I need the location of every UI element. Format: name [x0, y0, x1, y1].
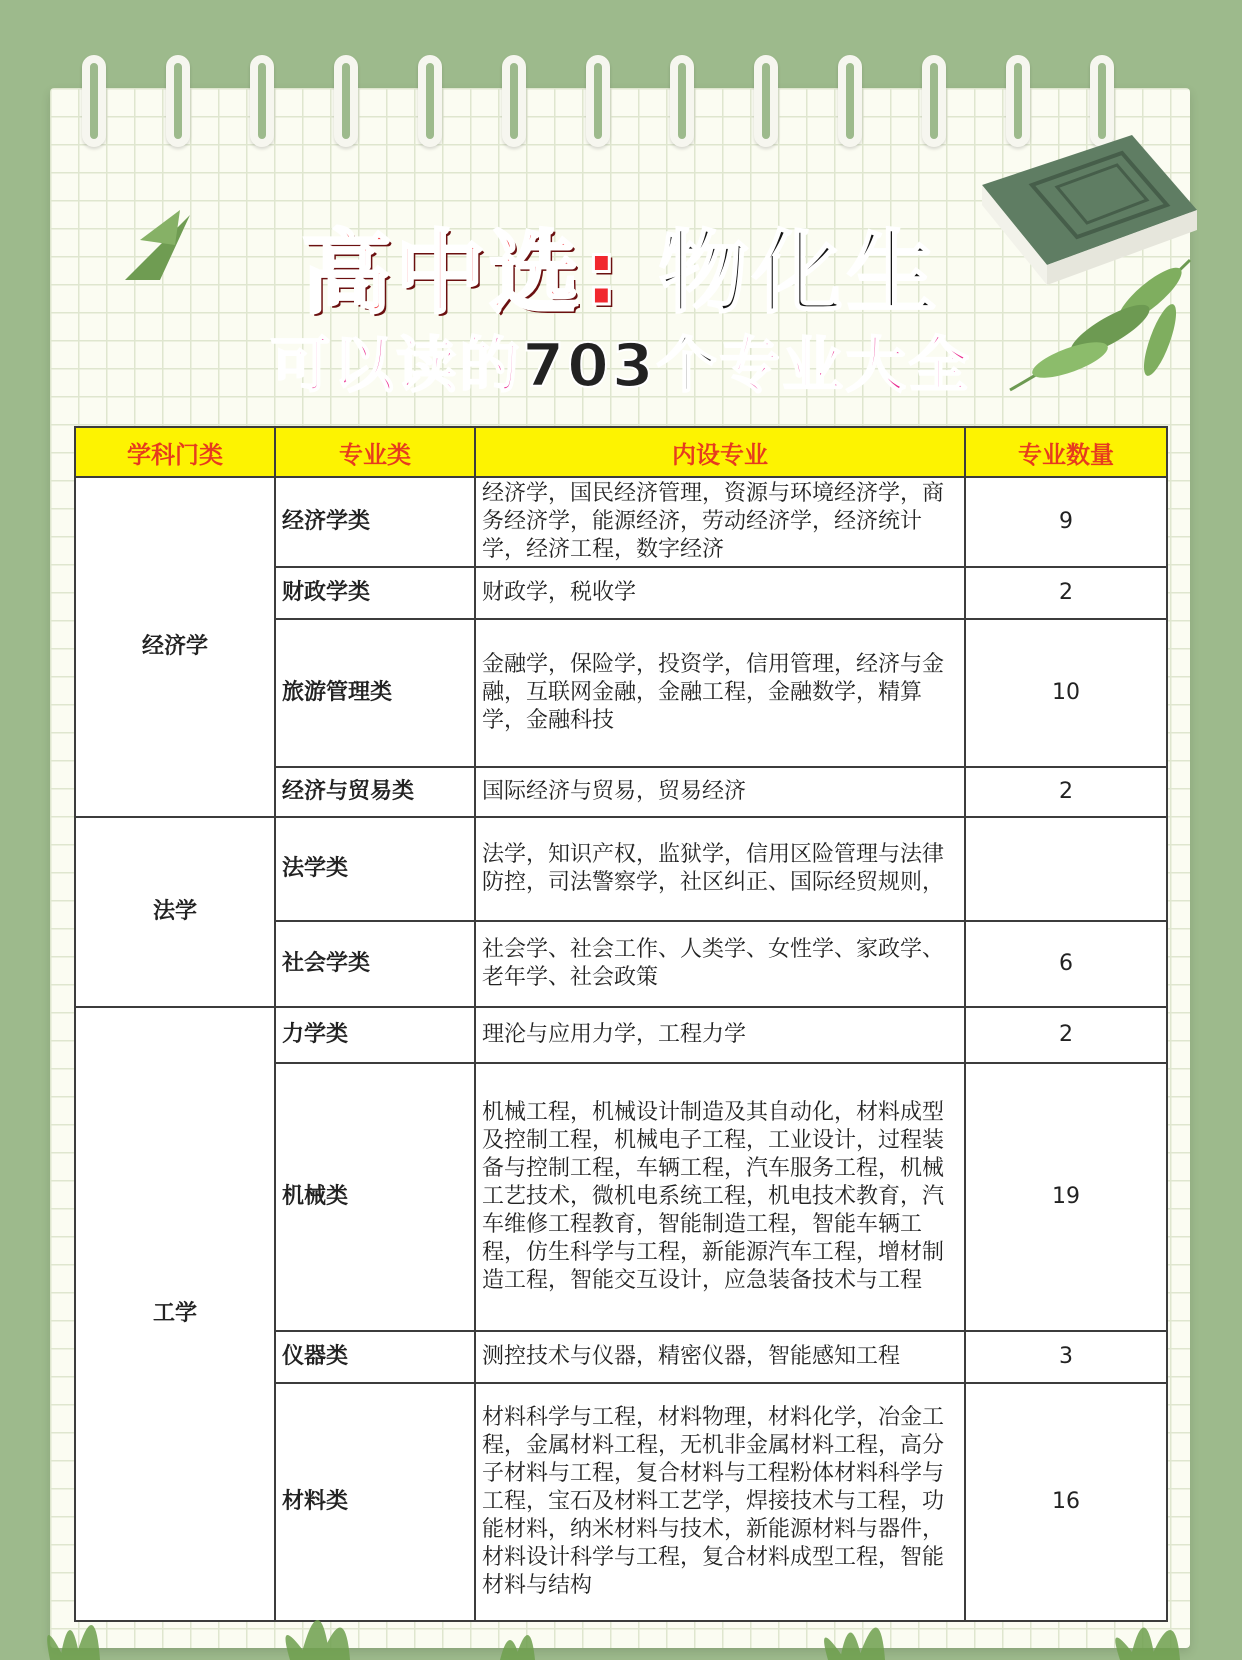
count-cell: 3 [965, 1331, 1167, 1383]
category-cell: 机械类 [275, 1063, 475, 1331]
category-cell: 财政学类 [275, 567, 475, 619]
count-cell: 2 [965, 767, 1167, 817]
page-subtitle [0, 318, 1242, 404]
count-cell [965, 817, 1167, 921]
page-title [0, 200, 1242, 330]
majors-cell: 财政学，税收学 [475, 567, 965, 619]
count-cell: 9 [965, 477, 1167, 567]
majors-cell: 社会学、社会工作、人类学、女性学、家政学、老年学、社会政策 [475, 921, 965, 1007]
majors-cell: 理沦与应用力学，工程力学 [475, 1007, 965, 1063]
majors-cell: 经济学，国民经济管理，资源与环境经济学，商务经济学，能源经济，劳动经济学，经济统计学，经济工程，数字经济 [475, 477, 965, 567]
header-category: 专业类 [275, 427, 475, 477]
binding-ring [838, 55, 862, 147]
category-cell: 经济与贸易类 [275, 767, 475, 817]
count-cell: 10 [965, 619, 1167, 767]
majors-cell: 法学，知识产权，监狱学，信用区险管理与法律防控，司法警察学，社区纠正、国际经贸规则， [475, 817, 965, 921]
count-cell: 2 [965, 567, 1167, 619]
majors-cell: 机械工程，机械设计制造及其自动化，材料成型及控制工程，机械电子工程，工业设计，过程装备与控制工程，车辆工程，汽车服务工程，机械工艺技术，微机电系统工程，机电技术教育，汽车维修工程教育，智能制造工程，智能车辆工程，仿生科学与工程，新能源汽车工程，增材制造工程，智能交互设计，应急装备技术与工程 [475, 1063, 965, 1331]
count-cell: 6 [965, 921, 1167, 1007]
category-cell: 仪器类 [275, 1331, 475, 1383]
majors-cell: 国际经济与贸易，贸易经济 [475, 767, 965, 817]
count-cell: 19 [965, 1063, 1167, 1331]
subtitle-part1: 可以读的 [270, 331, 523, 401]
category-cell: 法学类 [275, 817, 475, 921]
table-row [75, 477, 1167, 567]
binding-ring [250, 55, 274, 147]
majors-cell: 材料科学与工程，材料物理，材料化学，冶金工程，金属材料工程，无机非金属材料工程，高分子材料与工程，复合材料与工程粉体材料科学与工程，宝石及材料工艺学，焊接技术与工程，功能材料，纳米材料与技术，新能源材料与器件，材料设计科学与工程，复合材料成型工程，智能材料与结构 [475, 1383, 965, 1621]
binding-ring [166, 55, 190, 147]
category-cell: 旅游管理类 [275, 619, 475, 767]
category-cell: 社会学类 [275, 921, 475, 1007]
category-cell: 力学类 [275, 1007, 475, 1063]
binding-ring [754, 55, 778, 147]
majors-cell: 金融学，保险学，投资学，信用管理，经济与金融，互联网金融，金融工程，金融数学，精算学，金融科技 [475, 619, 965, 767]
title-subjects: 物化生 [658, 221, 941, 326]
discipline-cell: 法学 [75, 817, 275, 1007]
header-majors: 内设专业 [475, 427, 965, 477]
title-highlight: 高中选: [301, 221, 624, 326]
binding-ring [670, 55, 694, 147]
table-header-row [75, 427, 1167, 477]
discipline-cell: 工学 [75, 1007, 275, 1621]
majors-cell: 测控技术与仪器，精密仪器，智能感知工程 [475, 1331, 965, 1383]
binding-ring [82, 55, 106, 147]
table-row [75, 1007, 1167, 1063]
binding-ring [418, 55, 442, 147]
header-count: 专业数量 [965, 427, 1167, 477]
count-cell: 2 [965, 1007, 1167, 1063]
count-cell: 16 [965, 1383, 1167, 1621]
binding-ring [502, 55, 526, 147]
subtitle-part3: 专业大全 [719, 331, 972, 401]
binding-ring [334, 55, 358, 147]
discipline-cell: 经济学 [75, 477, 275, 817]
subtitle-part2: 703个 [522, 331, 720, 401]
header-discipline: 学科门类 [75, 427, 275, 477]
majors-table [74, 426, 1168, 1622]
binding-ring [586, 55, 610, 147]
category-cell: 材料类 [275, 1383, 475, 1621]
table-row [75, 817, 1167, 921]
category-cell: 经济学类 [275, 477, 475, 567]
binding-ring [922, 55, 946, 147]
